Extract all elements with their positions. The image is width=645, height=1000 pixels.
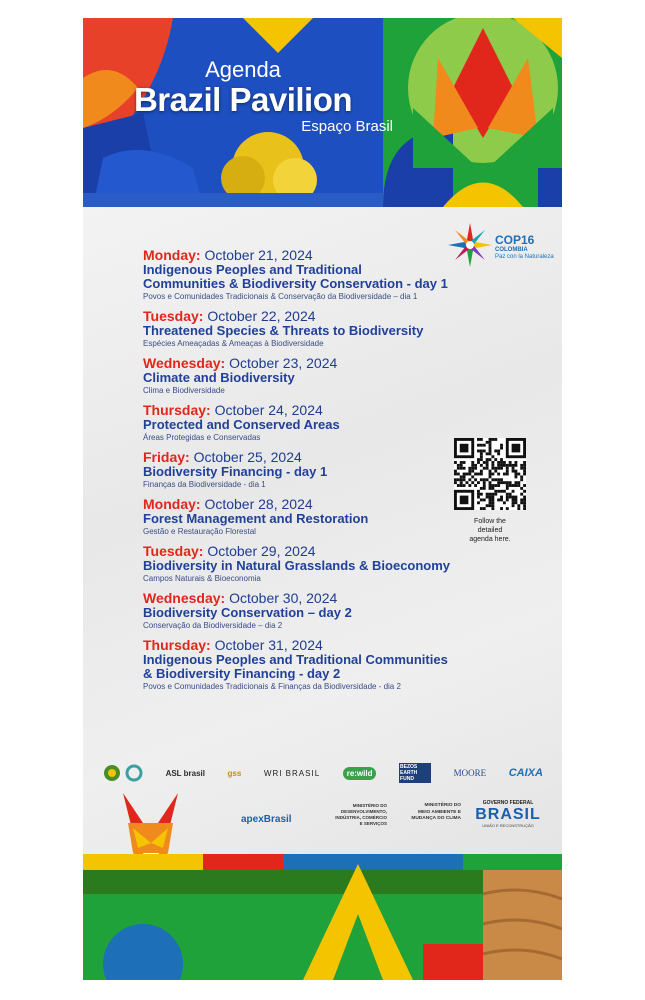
ministry-line: DESENVOLVIMENTO, (340, 809, 387, 814)
agenda-day-name: Wednesday: (143, 355, 226, 371)
qr-caption-line: agenda here. (469, 536, 511, 543)
agenda-day (143, 248, 513, 302)
agenda-topic: Threatened Species & Threats to Biodiversity (143, 323, 424, 338)
sponsor-bezos: BEZOS EARTH FUND (399, 763, 431, 783)
agenda-date: October 25, 2024 (193, 449, 302, 465)
agenda-date-line (143, 638, 513, 653)
agenda-date: October 22, 2024 (207, 308, 316, 324)
ministry-line: INDÚSTRIA, COMÉRCIO (335, 815, 387, 820)
agenda-day (143, 403, 513, 443)
ministry-development-logo (317, 803, 387, 827)
agenda-day (143, 591, 513, 631)
agenda-date-line (143, 403, 513, 418)
agenda-topic-portuguese: Povos e Comunidades Tradicionais & Conservação da Biodiversidade – dia 1 (143, 292, 418, 301)
sponsor-moore: MOORE (453, 768, 487, 778)
agenda-topic-portuguese: Espécies Ameaçadas & Ameaças à Biodiversidade (143, 339, 324, 348)
agenda-date: October 24, 2024 (214, 402, 323, 418)
agenda-date-line (143, 248, 513, 263)
apex-brasil-logo: apexBrasil (241, 814, 292, 825)
agenda-day-name: Thursday: (143, 402, 211, 418)
qr-caption-line: detailed (477, 527, 503, 534)
sponsor-gss: gss (227, 768, 242, 778)
agenda-topic: Climate and Biodiversity (143, 370, 295, 385)
header-banner (83, 18, 562, 207)
agenda-date: October 30, 2024 (229, 590, 338, 606)
agenda-date-line (143, 356, 513, 371)
sponsor-asl: ASL brasil (165, 768, 205, 778)
agenda-day-name: Wednesday: (143, 590, 226, 606)
agenda-topic: Indigenous Peoples and Traditional (143, 262, 362, 277)
agenda-topic: Indigenous Peoples and Traditional Communities (143, 652, 448, 667)
sponsor-logos (103, 762, 543, 784)
agenda-date-line (143, 309, 513, 324)
agenda-day-name: Tuesday: (143, 543, 204, 559)
agenda-topic-portuguese: Povos e Comunidades Tradicionais & Finanças da Biodiversidade - dia 2 (143, 682, 401, 691)
sponsor-rewild: re:wild (343, 767, 377, 780)
ministry-line: MUDANÇA DO CLIMA (411, 816, 461, 821)
gov-top-text: GOVERNO FEDERAL (482, 800, 534, 806)
sponsor-circle-logo-icon (103, 764, 121, 782)
agenda-topic-portuguese: Clima e Biodiversidade (143, 386, 225, 395)
gov-brand-text: BRASIL (475, 806, 541, 823)
gov-bottom-text: UNIÃO E RECONSTRUÇÃO (482, 823, 534, 828)
ministry-line: MINISTÉRIO DO (424, 803, 461, 808)
cop16-tagline: Paz con la Naturaleza (495, 254, 554, 260)
agenda-day (143, 544, 513, 584)
ministry-line: MINISTÉRIO DO (352, 803, 387, 808)
agenda-date: October 28, 2024 (204, 496, 313, 512)
qr-code-icon[interactable] (454, 438, 526, 510)
agenda-topic: Forest Management and Restoration (143, 511, 369, 526)
agenda-day-name: Tuesday: (143, 308, 204, 324)
agenda-date: October 23, 2024 (229, 355, 338, 371)
agenda-day (143, 356, 513, 396)
header-title-block (83, 58, 403, 135)
agenda-topic: & Biodiversity Financing - day 2 (143, 666, 341, 681)
ministry-line: MEIO AMBIENTE E (418, 809, 461, 815)
agenda-topic-portuguese: Áreas Protegidas e Conservadas (143, 433, 261, 442)
agenda-day-name: Monday: (143, 496, 201, 512)
agenda-day (143, 638, 513, 692)
sponsor-wri: WRI BRASIL (263, 768, 321, 778)
agenda-day-name: Thursday: (143, 637, 211, 653)
agenda-day-name: Monday: (143, 247, 201, 263)
agenda-topic: Biodiversity Conservation – day 2 (143, 605, 352, 620)
agenda-topic-portuguese: Conservação da Biodiversidade – dia 2 (143, 621, 283, 630)
agenda-topic-portuguese: Campos Naturais & Bioeconomia (143, 574, 261, 583)
agenda-topic: Protected and Conserved Areas (143, 417, 340, 432)
poster (83, 18, 562, 980)
agenda-date: October 29, 2024 (207, 543, 316, 559)
agenda-date: October 21, 2024 (204, 247, 313, 263)
agenda-topic-portuguese: Finanças da Biodiversidade - dia 1 (143, 480, 266, 489)
cop16-country: COLOMBIA (495, 247, 528, 253)
governo-federal-logo (471, 800, 545, 828)
header-subtitle: Espaço Brasil (301, 118, 393, 135)
cop16-title: COP16 (495, 233, 535, 247)
agenda-topic: Biodiversity in Natural Grasslands & Bioeconomy (143, 558, 451, 573)
qr-caption (449, 517, 531, 544)
agenda-date-line (143, 544, 513, 559)
sponsor-ring-logo-icon (125, 764, 143, 782)
agenda-day-name: Friday: (143, 449, 190, 465)
footer-artwork (83, 854, 562, 980)
ministry-line: E SERVIÇOS (359, 821, 387, 826)
agenda-topic: Communities & Biodiversity Conservation - day 1 (143, 276, 448, 291)
sponsor-caixa: CAIXA (508, 767, 543, 779)
header-agenda-label: Agenda (205, 57, 281, 82)
agenda-day (143, 309, 513, 349)
sponsor-small-logos (103, 764, 143, 782)
header-title: Brazil Pavilion (133, 81, 353, 118)
agenda-topic: Biodiversity Financing - day 1 (143, 464, 328, 479)
agenda-topic-portuguese: Gestão e Restauração Florestal (143, 527, 256, 536)
ministry-environment-logo (395, 803, 461, 823)
qr-caption-line: Follow the (474, 518, 506, 525)
agenda-date-line (143, 591, 513, 606)
agenda-date: October 31, 2024 (214, 637, 323, 653)
